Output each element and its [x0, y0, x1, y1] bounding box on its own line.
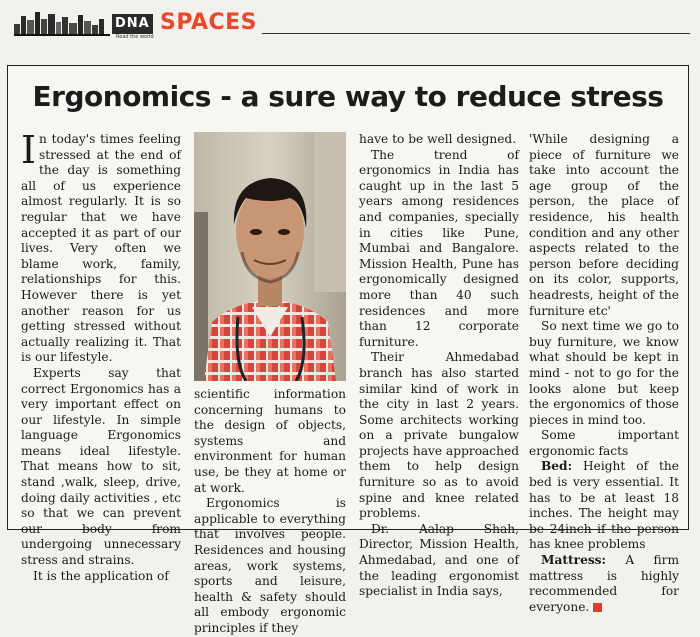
dna-tagline: Read the world	[116, 34, 154, 40]
paragraph: It is the application of	[33, 568, 169, 583]
paragraph: Ergonomics is applicable to everything that involves people. Residences and housing areas, work systems, sports and leisure, health & safety should all embody ergonomic principles if they	[194, 496, 346, 635]
paragraph: have to be well designed.	[359, 132, 517, 146]
fact-label: Bed:	[541, 459, 573, 474]
fact-mattress	[529, 553, 679, 615]
article-column-2	[194, 387, 346, 637]
paragraph: Dr. Aalap Shah, Director, Mission Health, Ahmedabad, and one of the leading ergonomist specialist in India says,	[359, 521, 519, 599]
masthead-rule	[262, 33, 690, 34]
paragraph: scientific information concerning humans to the design of objects, systems and environment for human use, be they at home or at work.	[194, 387, 346, 495]
portrait-image	[194, 132, 346, 381]
paragraph: n today's times feeling stressed at the end of the day is something all of us experience almost regularly. It is so regular that we have accepted it as part of our lives. Very often we blame work, family, relationships for this. However there is yet another reason for us getting stressed without actually realizing it. That is our lifestyle.	[21, 132, 181, 365]
fact-label: Mattress:	[541, 553, 607, 568]
paragraph: 'While designing a piece of furniture we take into account the age group of the person, the place of residence, his health condition and any other aspects related to the person before deciding on its color, supports, headrests, height of the furniture etc'	[529, 132, 679, 318]
section-title: SPACES	[160, 10, 257, 35]
city-skyline-icon	[14, 10, 110, 36]
article-photo	[194, 132, 346, 381]
paragraph: The trend of ergonomics in India has caught up in the last 5 years among residences and companies, specially in cities like Pune, Mumbai and Bangalore. Mission Health, Pune has ergonomically designed more than 40 such residences and more than 12 corporate furniture.	[359, 147, 519, 349]
article-headline: Ergonomics - a sure way to reduce stress	[32, 80, 664, 113]
dna-logo: DNA	[112, 14, 153, 34]
paragraph: Some important ergonomic facts	[529, 428, 679, 458]
paragraph: Their Ahmedabad branch has also started similar kind of work in the city in last 2 years. Some architects working on a private bungalow projects have approached them to help design furniture so as to avoid spine and knee related problems.	[359, 350, 519, 521]
article-column-3	[359, 132, 519, 600]
paragraph: Experts say that correct Ergonomics has a very important effect on our lifestyle. In simple language Ergonomics means ideal lifestyle. That means how to sit, stand ,walk, sleep, drive, doing daily activities , etc so that we can prevent our body from undergoing unnecessary stress and strains.	[21, 365, 181, 568]
fact-text: Height of the bed is very essential. It has to be at least 18 inches. The height may be 24inch if the person has knee problems	[529, 459, 679, 552]
drop-cap: I	[21, 128, 37, 172]
masthead	[0, 0, 700, 52]
fact-bed	[529, 459, 679, 553]
end-of-article-marker	[593, 603, 602, 612]
fact-text: A firm mattress is highly recommended for everyone.	[529, 553, 679, 614]
article-column-1	[21, 128, 181, 584]
article-column-4	[529, 132, 679, 615]
paragraph: So next time we go to buy furniture, we know what should be kept in mind - not to go for the looks alone but keep the ergonomics of those pieces in mind too.	[529, 319, 679, 427]
article-box	[7, 65, 689, 635]
